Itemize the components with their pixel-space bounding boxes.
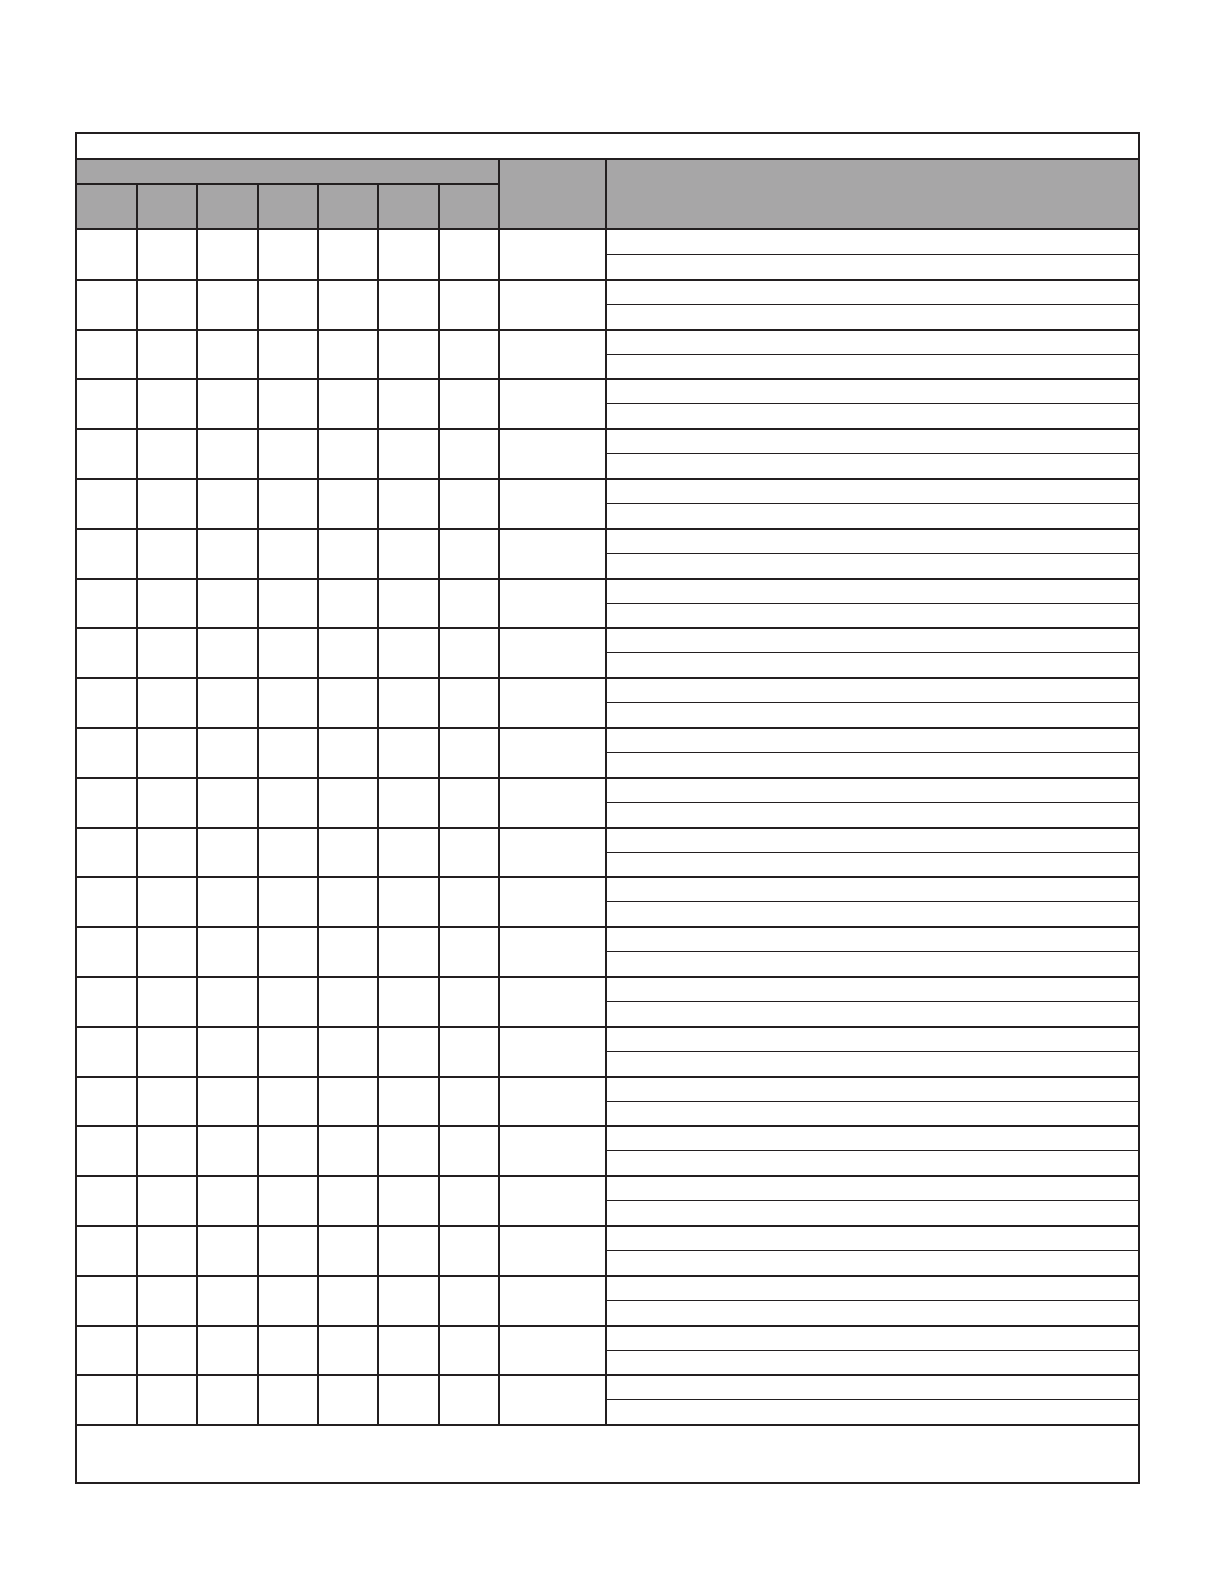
- row-divider: [77, 926, 1138, 928]
- title-divider: [77, 158, 1138, 160]
- writing-line: [607, 951, 1138, 952]
- row-divider: [77, 1275, 1138, 1277]
- row-divider: [77, 1225, 1138, 1227]
- row-divider: [77, 1325, 1138, 1327]
- column-divider-6: [438, 183, 440, 1424]
- row-divider: [77, 1175, 1138, 1177]
- writing-line: [607, 1250, 1138, 1251]
- row-divider: [77, 1125, 1138, 1127]
- writing-line: [607, 503, 1138, 504]
- row-divider: [77, 279, 1138, 281]
- column-divider-2: [196, 183, 198, 1424]
- writing-line: [607, 1200, 1138, 1201]
- row-divider: [77, 578, 1138, 580]
- header-day-6: [379, 183, 436, 228]
- column-divider-5: [377, 183, 379, 1424]
- row-divider: [77, 976, 1138, 978]
- writing-line: [607, 1101, 1138, 1102]
- writing-line: [607, 354, 1138, 355]
- writing-line: [607, 901, 1138, 902]
- header-day-2: [138, 183, 194, 228]
- writing-line: [607, 852, 1138, 853]
- column-divider-8: [605, 158, 607, 1424]
- header-divider: [77, 228, 1138, 230]
- writing-line: [607, 1051, 1138, 1052]
- row-divider: [77, 378, 1138, 380]
- row-divider: [77, 478, 1138, 480]
- writing-line: [607, 1300, 1138, 1301]
- writing-line: [607, 1399, 1138, 1400]
- row-divider: [77, 677, 1138, 679]
- writing-line: [607, 603, 1138, 604]
- writing-line: [607, 652, 1138, 653]
- writing-line: [607, 1001, 1138, 1002]
- row-divider: [77, 528, 1138, 530]
- form-title: [85, 138, 1125, 158]
- footer-note: [85, 1426, 1125, 1476]
- log-form: [75, 132, 1140, 1484]
- writing-line: [607, 403, 1138, 404]
- column-divider-4: [317, 183, 319, 1424]
- group-divider: [77, 183, 498, 185]
- header-group-label: [79, 158, 496, 183]
- header-day-5: [319, 183, 375, 228]
- writing-line: [607, 304, 1138, 305]
- row-divider: [77, 428, 1138, 430]
- row-divider: [77, 627, 1138, 629]
- header-middle-column: [500, 158, 603, 228]
- row-divider: [77, 1424, 1138, 1426]
- row-divider: [77, 827, 1138, 829]
- header-day-7: [440, 183, 496, 228]
- column-divider-7: [498, 158, 500, 1424]
- writing-line: [607, 254, 1138, 255]
- writing-line: [607, 752, 1138, 753]
- row-divider: [77, 1374, 1138, 1376]
- writing-line: [607, 553, 1138, 554]
- column-divider-1: [136, 183, 138, 1424]
- header-right-column: [607, 158, 1136, 228]
- header-day-1: [79, 183, 134, 228]
- row-divider: [77, 876, 1138, 878]
- header-day-3: [198, 183, 255, 228]
- row-divider: [77, 777, 1138, 779]
- row-divider: [77, 329, 1138, 331]
- writing-line: [607, 702, 1138, 703]
- row-divider: [77, 1076, 1138, 1078]
- header-day-4: [259, 183, 315, 228]
- writing-line: [607, 802, 1138, 803]
- row-divider: [77, 1026, 1138, 1028]
- writing-line: [607, 1150, 1138, 1151]
- column-divider-3: [257, 183, 259, 1424]
- writing-line: [607, 453, 1138, 454]
- writing-line: [607, 1350, 1138, 1351]
- row-divider: [77, 727, 1138, 729]
